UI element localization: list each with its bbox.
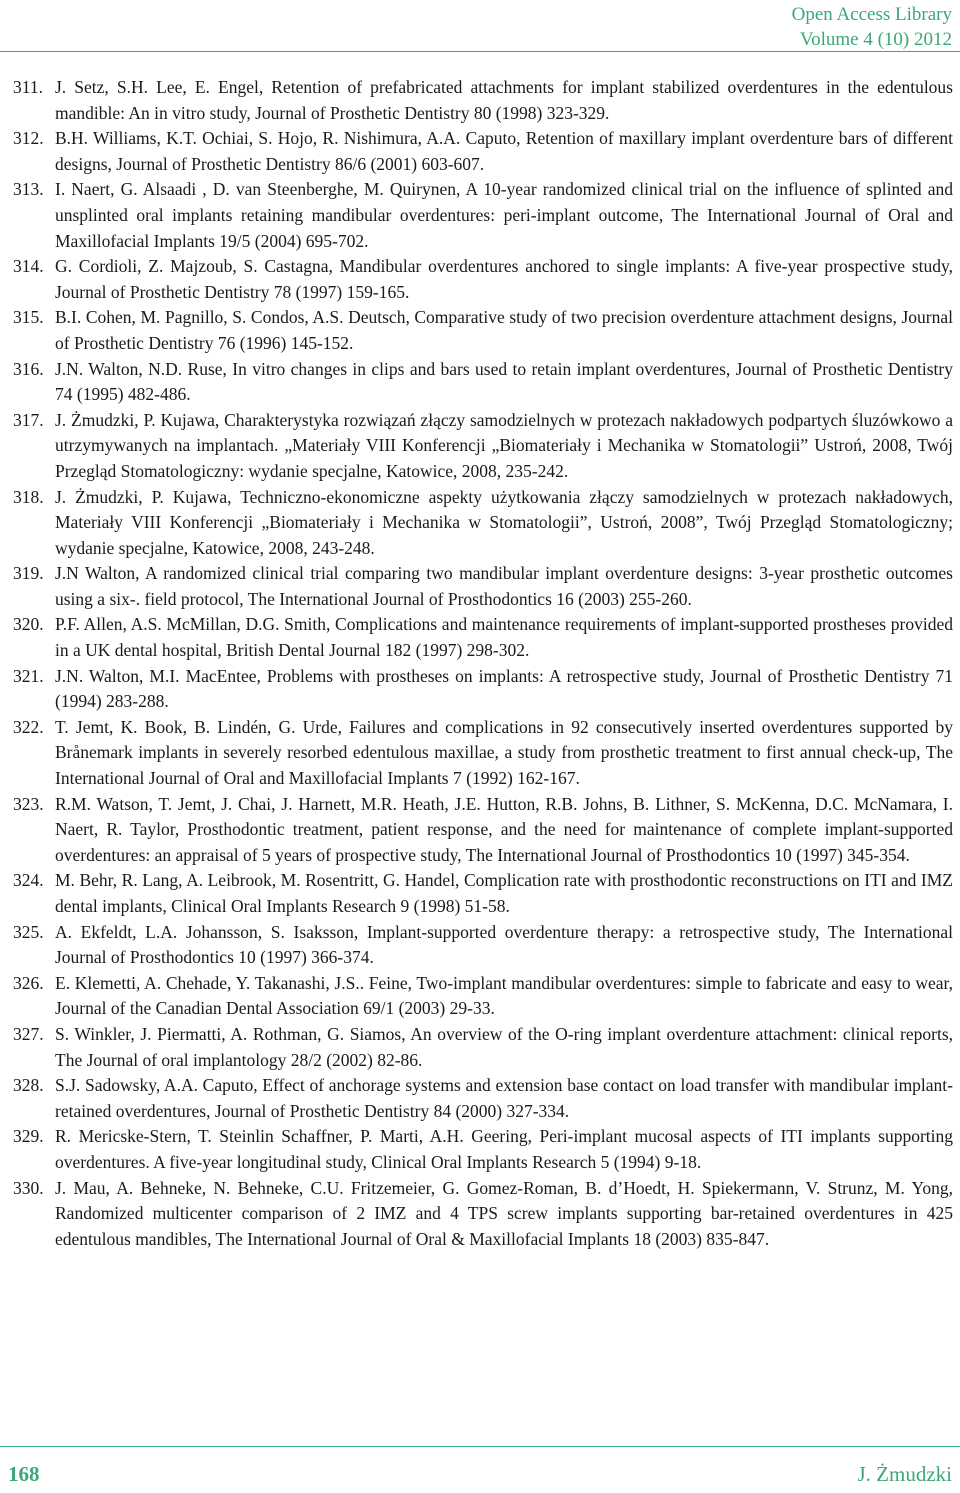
reference-311 [13,75,953,126]
reference-text: B.I. Cohen, M. Pagnillo, S. Condos, A.S. Deutsch, Comparative study of two precision overdenture attachment designs, Journal of Prosthetic Dentistry 76 (1996) 145-152. [55,307,953,353]
reference-number: 312. [13,128,44,149]
reference-number: 320. [13,614,44,635]
running-header [792,2,952,52]
reference-322 [13,715,953,792]
reference-number: 321. [13,665,44,686]
reference-number: 322. [13,716,44,737]
reference-number: 325. [13,921,44,942]
reference-312 [13,126,953,177]
reference-text: J. Żmudzki, P. Kujawa, Charakterystyka rozwiązań złączy samodzielnych w protezach nakładowych podpartych śluzówkowo a utrzymywanych na implantach. „Materiały VIII Konferencji „Biomateriały i Mechanika w Stomatologii” Ustroń, 2008, Twój Przegląd Stomatologiczny: wydanie specjalne, Katowice, 2008, 235-242. [55,409,953,481]
reference-315 [13,305,953,356]
reference-text: P.F. Allen, A.S. McMillan, D.G. Smith, Complications and maintenance requirements of implant-supported prostheses provided in a UK dental hospital, British Dental Journal 182 (1997) 298-302. [55,614,953,661]
reference-number: 330. [13,1177,44,1198]
reference-318 [13,485,953,562]
header-divider [0,51,960,52]
reference-text: R. Mericske-Stern, T. Steinlin Schaffner, P. Marti, A.H. Geering, Peri-implant mucosal aspects of ITI implants supporting overdentures. A five-year longitudinal study, Clinical Oral Implants Research 5 (1994) 9-18. [55,1126,953,1172]
reference-325 [13,920,953,971]
reference-number: 329. [13,1126,44,1147]
reference-317 [13,408,953,485]
reference-number: 314. [13,256,44,277]
reference-number: 326. [13,972,44,993]
reference-text: I. Naert, G. Alsaadi , D. van Steenberghe, M. Quirynen, A 10-year randomized clinical trial on the influence of splinted and unsplinted oral implants retaining mandibular overdentures: peri-implant outcome, The International Journal of Oral and Maxillofacial Implants 19/5 (2004) 695-702. [55,179,953,251]
reference-number: 328. [13,1075,44,1096]
reference-number: 316. [13,358,44,379]
reference-text: S.J. Sadowsky, A.A. Caputo, Effect of anchorage systems and extension base contact on load transfer with mandibular implant-retained overdentures, Journal of Prosthetic Dentistry 84 (2000) 327-334. [55,1075,953,1121]
footer-divider [0,1446,960,1447]
reference-text: J. Mau, A. Behneke, N. Behneke, C.U. Fritzemeier, G. Gomez-Roman, B. d’Hoedt, H. Spiekermann, V. Strunz, M. Yong, Randomized multicenter comparison of 2 IMZ and 4 TPS screw implants supporting bar-retained overdentures in 425 edentulous mandibles, The International Journal of Oral & Maxillofacial Implants 18 (2003) 835-847. [55,1177,953,1249]
reference-text: J. Setz, S.H. Lee, E. Engel, Retention of prefabricated attachments for implant stabilized overdentures in the edentulous mandible: An in vitro study, Journal of Prosthetic Dentistry 80 (1998) 323-329. [55,77,953,123]
reference-number: 313. [13,179,44,200]
reference-number: 311. [13,77,43,97]
reference-text: G. Cordioli, Z. Majzoub, S. Castagna, Mandibular overdentures anchored to single implants: A five-year prospective study, Journal of Prosthetic Dentistry 78 (1997) 159-165. [55,256,953,302]
footer-author: J. Żmudzki [857,1462,952,1486]
reference-327 [13,1022,953,1073]
reference-number: 319. [13,563,44,584]
reference-328 [13,1073,953,1124]
reference-323 [13,792,953,869]
volume-info: Volume 4 (10) 2012 [799,29,952,50]
journal-title: Open Access Library [791,4,952,25]
reference-text: A. Ekfeldt, L.A. Johansson, S. Isaksson, Implant-supported overdenture therapy: a retrospective study, The International Journal of Prosthodontics 10 (1997) 366-374. [55,921,953,968]
reference-text: T. Jemt, K. Book, B. Lindén, G. Urde, Failures and complications in 92 consecutively inserted overdentures supported by Brånemark implants in severely resorbed edentulous maxillae, a study from prosthetic treatment to first annual check-up, The International Journal of Oral and Maxillofacial Implants 7 (1992) 162-167. [55,716,953,789]
reference-text: J.N. Walton, N.D. Ruse, In vitro changes in clips and bars used to retain implant overdentures, Journal of Prosthetic Dentistry 74 (1995) 482-486. [55,358,953,405]
reference-number: 324. [13,870,44,891]
reference-319 [13,561,953,612]
reference-326 [13,971,953,1022]
page-number: 168 [8,1462,40,1486]
reference-313 [13,177,953,254]
reference-316 [13,357,953,408]
reference-text: S. Winkler, J. Piermatti, A. Rothman, G. Siamos, An overview of the O-ring implant overdenture attachment: clinical reports, The Journal of oral implantology 28/2 (2002) 82-86. [55,1023,953,1070]
reference-text: J. Żmudzki, P. Kujawa, Techniczno-ekonomiczne aspekty użytkowania złączy samodzielnych w protezach nakładowych, Materiały VIII Konferencji „Biomateriały i Mechanika w Stomatologii”, Ustroń, 2008”, Twój Przegląd Stomatologiczny; wydanie specjalne, Katowice, 2008, 243-248. [55,486,953,558]
reference-text: E. Klemetti, A. Chehade, Y. Takanashi, J.S.. Feine, Two-implant mandibular overdentures: simple to fabricate and easy to wear, Journal of the Canadian Dental Association 69/1 (2003) 29-33. [55,972,953,1019]
reference-330 [13,1176,953,1253]
reference-text: B.H. Williams, K.T. Ochiai, S. Hojo, R. Nishimura, A.A. Caputo, Retention of maxillary implant overdenture bars of different designs, Journal of Prosthetic Dentistry 86/6 (2001) 603-607. [55,128,953,174]
reference-text: M. Behr, R. Lang, A. Leibrook, M. Rosentritt, G. Handel, Complication rate with prosthodontic reconstructions on ITI and IMZ dental implants, Clinical Oral Implants Research 9 (1998) 51-58. [55,870,953,916]
reference-number: 323. [13,793,44,814]
reference-number: 318. [13,486,44,507]
reference-number: 315. [13,307,44,328]
reference-324 [13,868,953,919]
reference-number: 327. [13,1023,44,1044]
reference-321 [13,664,953,715]
reference-list [13,75,953,1252]
reference-text: J.N Walton, A randomized clinical trial comparing two mandibular implant overdenture designs: 3-year prosthetic outcomes using a six-. field protocol, The International Journal of Prosthodontics 16 (2003) 255-260. [55,563,953,609]
reference-329 [13,1124,953,1175]
reference-314 [13,254,953,305]
reference-text: J.N. Walton, M.I. MacEntee, Problems with prostheses on implants: A retrospective study, Journal of Prosthetic Dentistry 71 (1994) 283-288. [55,665,953,712]
reference-text: R.M. Watson, T. Jemt, J. Chai, J. Harnett, M.R. Heath, J.E. Hutton, R.B. Johns, B. Lithner, S. McKenna, D.C. McNamara, I. Naert, R. Taylor, Prosthodontic treatment, patient response, and the need for maintenance of complete implant-supported overdentures: an appraisal of 5 years of prospective study, The International Journal of Prosthodontics 10 (1997) 345-354. [55,793,953,865]
reference-320 [13,612,953,663]
reference-number: 317. [13,409,44,430]
